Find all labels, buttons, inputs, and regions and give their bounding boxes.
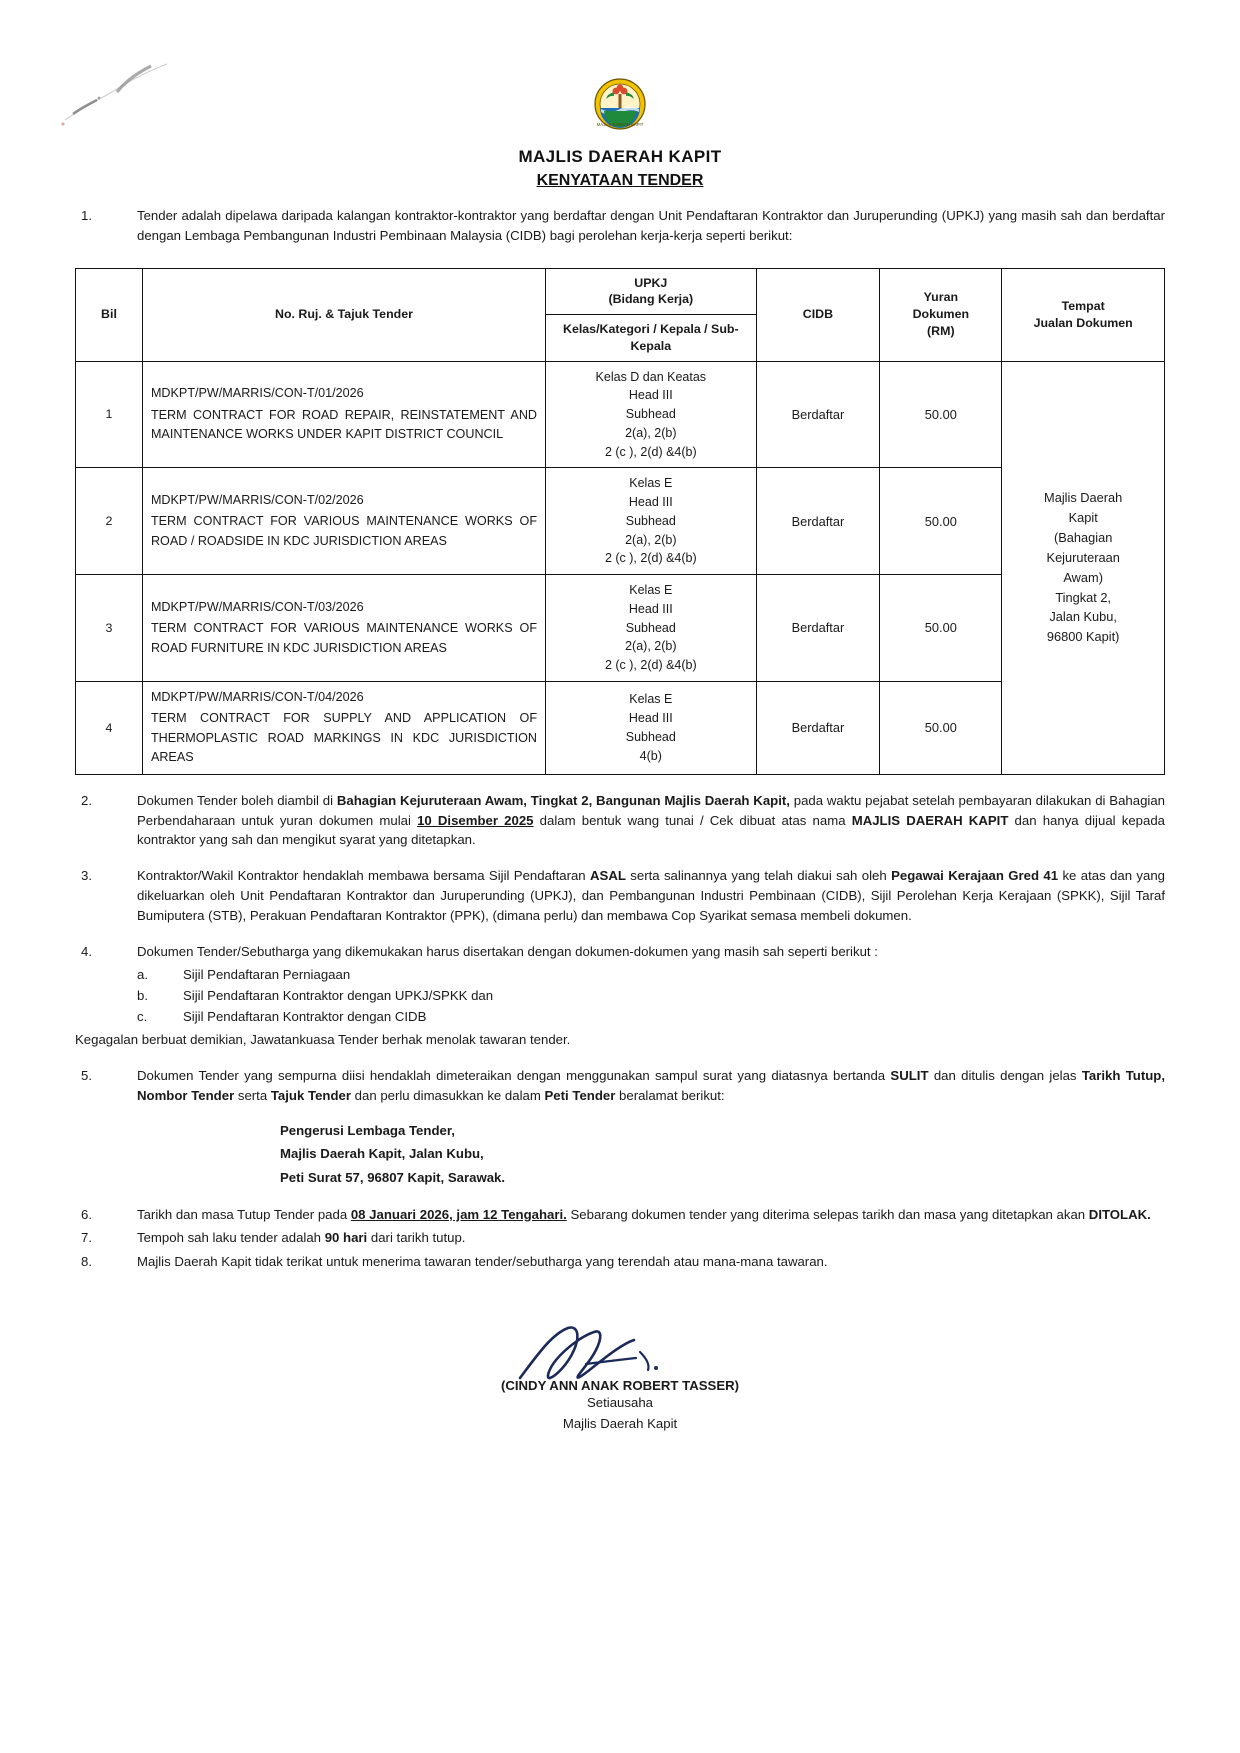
clause-2-part3: dalam bentuk wang tunai / Cek dibuat atas nama <box>533 812 852 828</box>
row-4-bil: 4 <box>76 681 143 774</box>
tempat-line8: 96800 Kapit) <box>1046 629 1120 645</box>
clause-2-part1: Dokumen Tender boleh diambil di <box>137 792 337 808</box>
page-title: MAJLIS DAERAH KAPIT <box>518 147 722 166</box>
row-2-upkj-line4: 2(a), 2(b) <box>625 532 677 547</box>
row-3-bil: 3 <box>76 575 143 682</box>
row-2-title: TERM CONTRACT FOR VARIOUS MAINTENANCE WORKS OF ROAD / ROADSIDE IN KDC JURISDICTION AREAS <box>150 514 538 548</box>
row-2-tajuk <box>142 468 545 575</box>
clause-5-part3: serta <box>234 1087 271 1103</box>
header-bil: Bil <box>76 268 143 361</box>
clause-3-text <box>137 868 1165 923</box>
list-item-label: Sijil Pendaftaran Perniagaan <box>183 967 351 983</box>
tempat-line3: (Bahagian <box>1054 530 1113 546</box>
list-item <box>137 986 1165 1007</box>
row-2-upkj-line3: Subhead <box>625 513 676 528</box>
row-3-upkj-line4: 2(a), 2(b) <box>625 639 677 654</box>
clause-3-part2: serta salinannya yang telah diakui sah oleh <box>625 868 892 884</box>
list-item-marker: c. <box>137 1009 148 1025</box>
clause-1-text: Tender adalah dipelawa daripada kalangan kontraktor-kontraktor yang berdaftar dengan Unit Pendaftaran Kontraktor dan Juruperunding (UPKJ) yang masih sah dan berdaftar dengan Lembaga Pembangunan Industri Pembinaan Malaysia (CIDB) bagi perolehan kerja-kerja seperti berikut: <box>137 208 1165 243</box>
clause-5-bold1: SULIT <box>890 1067 929 1083</box>
tempat-line1: Majlis Daerah <box>1044 490 1123 506</box>
tempat-line6: Tingkat 2, <box>1055 589 1112 605</box>
clause-4-footer: Kegagalan berbuat demikian, Jawatankuasa Tender berhak menolak tawaran tender. <box>75 1032 571 1047</box>
clause-3-number: 3. <box>81 868 92 884</box>
row-3-yuran: 50.00 <box>880 575 1002 682</box>
signatory-org: Majlis Daerah Kapit <box>562 1415 678 1431</box>
list-item <box>137 965 1165 986</box>
row-4-title: TERM CONTRACT FOR SUPPLY AND APPLICATION OF THERMOPLASTIC ROAD MARKINGS IN KDC JURISDICTION AREAS <box>150 711 538 765</box>
clause-3-bold2: Pegawai Kerajaan Gred 41 <box>891 868 1059 884</box>
clause-2-part2: pada waktu pejabat setelah pembayaran dilakukan di Bahagian Perbendaharaan untuk yuran dokumen mulai <box>137 792 1165 828</box>
row-2-ref: MDKPT/PW/MARRIS/CON-T/02/2026 <box>150 492 364 507</box>
clause-4-number: 4. <box>81 943 92 959</box>
address-line-2: Majlis Daerah Kapit, Jalan Kubu, <box>280 1146 484 1162</box>
clause-6-deadline: 08 Januari 2026, jam 12 Tengahari. <box>350 1206 567 1222</box>
tender-table <box>75 268 1165 775</box>
clause-5-bold3: Tajuk Tender <box>270 1087 351 1103</box>
row-1-cidb: Berdaftar <box>756 361 880 468</box>
row-4-upkj <box>546 681 757 774</box>
tempat-line2: Kapit <box>1068 510 1098 526</box>
row-4-upkj-line1: Kelas E <box>629 692 673 707</box>
clause-7 <box>75 1228 1165 1248</box>
tempat-line5: Awam) <box>1063 569 1103 585</box>
row-2-upkj <box>546 468 757 575</box>
council-crest-icon <box>594 78 646 130</box>
row-3-upkj-line1: Kelas E <box>629 583 673 598</box>
address-line-3: Peti Surat 57, 96807 Kapit, Sarawak. <box>280 1169 506 1185</box>
signature-block <box>75 1320 1165 1434</box>
header-upkj-line1: UPKJ <box>634 275 668 290</box>
row-2-upkj-line5: 2 (c ), 2(d) &4(b) <box>604 551 697 566</box>
header-upkj-line3: Kelas/Kategori / Kepala / Sub-Kepala <box>546 315 757 361</box>
clause-1-number: 1. <box>81 208 92 223</box>
row-3-upkj <box>546 575 757 682</box>
row-1-upkj-line1: Kelas D dan Keatas <box>595 369 707 384</box>
row-1-ref: MDKPT/PW/MARRIS/CON-T/01/2026 <box>150 386 364 401</box>
clause-5-part4: dan perlu dimasukkan ke dalam <box>350 1087 545 1103</box>
table-row <box>76 468 1165 575</box>
clause-5-bold4: Peti Tender <box>544 1087 616 1103</box>
clause-5-part1: Dokumen Tender yang sempurna diisi hendaklah dimeteraikan dengan menggunakan sampul surat yang diatasnya bertanda <box>137 1067 891 1083</box>
list-item-marker: b. <box>137 988 148 1004</box>
address-line-1: Pengerusi Lembaga Tender, <box>280 1123 455 1139</box>
row-1-yuran: 50.00 <box>880 361 1002 468</box>
row-3-upkj-line2: Head III <box>628 601 673 616</box>
header-yuran-line1: Yuran <box>923 290 959 305</box>
clause-6 <box>75 1205 1165 1225</box>
handwritten-signature <box>75 1320 1165 1382</box>
row-1-upkj <box>546 361 757 468</box>
header-tajuk: No. Ruj. & Tajuk Tender <box>142 268 545 361</box>
clause-7-text <box>137 1230 465 1245</box>
clause-5-part2: dan ditulis dengan jelas <box>928 1067 1082 1083</box>
row-1-upkj-line4: 2(a), 2(b) <box>625 425 677 440</box>
header-yuran-line2: Dokumen <box>912 307 970 322</box>
row-4-upkj-line3: Subhead <box>625 729 676 744</box>
header-yuran-line3: (RM) <box>927 323 955 338</box>
row-2-bil: 2 <box>76 468 143 575</box>
row-1-title: TERM CONTRACT FOR ROAD REPAIR, REINSTATEMENT AND MAINTENANCE WORKS UNDER KAPIT DISTRICT COUNCIL <box>150 407 538 442</box>
logo-container <box>75 78 1165 135</box>
list-item-marker: a. <box>137 967 148 983</box>
row-1-upkj-line5: 2 (c ), 2(d) &4(b) <box>604 444 697 459</box>
table-row <box>76 575 1165 682</box>
header-upkj-line2: (Bidang Kerja) <box>608 292 694 307</box>
clause-2-part4: dan hanya dijual kepada kontraktor yang sah dan mengikut syarat yang ditetapkan. <box>137 812 1166 848</box>
row-3-cidb: Berdaftar <box>756 575 880 682</box>
row-1-bil: 1 <box>76 361 143 468</box>
clause-5 <box>75 1066 1165 1106</box>
row-3-title: TERM CONTRACT FOR VARIOUS MAINTENANCE WORKS OF ROAD FURNITURE IN KDC JURISDICTION AREAS <box>150 621 538 655</box>
clause-3-part1: Kontraktor/Wakil Kontraktor hendaklah membawa bersama Sijil Pendaftaran <box>137 868 591 884</box>
clause-2-date: 10 Disember 2025 <box>417 812 534 828</box>
row-2-upkj-line1: Kelas E <box>629 476 673 491</box>
list-item <box>137 1007 1165 1028</box>
clause-1 <box>75 206 1165 246</box>
header-upkj <box>546 268 757 314</box>
clause-4-list <box>75 965 1165 1028</box>
clause-5-part5: beralamat berikut: <box>615 1087 725 1103</box>
clause-6-bold1: DITOLAK. <box>1088 1206 1151 1222</box>
clause-7-part1: Tempoh sah laku tender adalah <box>137 1230 325 1246</box>
clause-5-text <box>137 1068 1165 1103</box>
clause-3-bold1: ASAL <box>590 868 626 884</box>
clause-2-bold1: Bahagian Kejuruteraan Awam, Tingkat 2, Bangunan Majlis Daerah Kapit, <box>336 792 790 808</box>
header-tempat-line1: Tempat <box>1061 298 1105 313</box>
tempat-line4: Kejuruteraan <box>1046 549 1120 565</box>
row-4-tajuk <box>142 681 545 774</box>
page-subtitle: KENYATAAN TENDER <box>536 172 704 189</box>
clause-2-text <box>137 793 1165 848</box>
tempat-jualan-cell <box>1002 361 1165 774</box>
row-3-upkj-line5: 2 (c ), 2(d) &4(b) <box>604 658 697 673</box>
clause-6-text <box>137 1207 1151 1222</box>
clause-8-text: Majlis Daerah Kapit tidak terikat untuk menerima tawaran tender/sebutharga yang terendah atau mana-mana tawaran. <box>137 1254 828 1270</box>
clause-4 <box>75 942 1165 962</box>
row-3-tajuk <box>142 575 545 682</box>
clause-5-number: 5. <box>81 1067 92 1083</box>
signatory-name: (CINDY ANN ANAK ROBERT TASSER) <box>500 1378 740 1394</box>
table-header-row <box>76 268 1165 314</box>
header-cidb: CIDB <box>756 268 880 361</box>
clause-2-bold2: MAJLIS DAERAH KAPIT <box>851 812 1009 828</box>
clause-3 <box>75 866 1165 925</box>
header-tempat-line2: Jualan Dokumen <box>1033 315 1133 330</box>
tempat-line7: Jalan Kubu, <box>1049 609 1117 625</box>
row-1-tajuk <box>142 361 545 468</box>
clause-2 <box>75 791 1165 850</box>
list-item-label: Sijil Pendaftaran Kontraktor dengan CIDB <box>183 1009 427 1025</box>
row-4-ref: MDKPT/PW/MARRIS/CON-T/04/2026 <box>150 689 364 704</box>
row-1-upkj-line3: Subhead <box>625 407 676 422</box>
clause-6-part2: Sebarang dokumen tender yang diterima selepas tarikh dan masa yang ditetapkan akan <box>566 1206 1089 1222</box>
svg-text:MAJLIS DAERAH KAPIT: MAJLIS DAERAH KAPIT <box>596 122 644 127</box>
header-tempat <box>1002 268 1165 361</box>
clause-7-bold1: 90 hari <box>324 1230 368 1246</box>
row-3-upkj-line3: Subhead <box>625 620 676 635</box>
clause-7-part2: dari tarikh tutup. <box>367 1230 466 1246</box>
clause-2-number: 2. <box>81 792 92 808</box>
clause-8 <box>75 1252 1165 1272</box>
clause-5-bold2: Tarikh Tutup, Nombor Tender <box>137 1067 1166 1103</box>
row-1-upkj-line2: Head III <box>628 388 673 403</box>
clause-4-text: Dokumen Tender/Sebutharga yang dikemukakan harus disertakan dengan dokumen-dokumen yang masih sah seperti berikut : <box>137 943 878 959</box>
clause-8-number: 8. <box>81 1254 92 1270</box>
tender-box-address <box>75 1119 1165 1188</box>
row-2-upkj-line2: Head III <box>628 495 673 510</box>
row-4-cidb: Berdaftar <box>756 681 880 774</box>
row-4-upkj-line2: Head III <box>628 711 673 726</box>
row-2-cidb: Berdaftar <box>756 468 880 575</box>
list-item-label: Sijil Pendaftaran Kontraktor dengan UPKJ/SPKK dan <box>183 988 494 1004</box>
table-row <box>76 681 1165 774</box>
clause-3-part3: ke atas dan yang dikeluarkan oleh Unit Pendaftaran Kontraktor dan Juruperunding (UPKJ), dan Pembangunan Industri Pembinaan (CIDB), Sijil Perolehan Kerja Kerajaan (SPKK), Sijil Taraf Bumiputera (STB), Perakuan Pendaftaran Kontraktor (PPK), (dimana perlu) dan membawa Cop Syarikat semasa membeli dokumen. <box>137 868 1166 923</box>
clause-6-part1: Tarikh dan masa Tutup Tender pada <box>137 1206 351 1222</box>
clause-6-number: 6. <box>81 1206 92 1222</box>
row-3-ref: MDKPT/PW/MARRIS/CON-T/03/2026 <box>150 599 364 614</box>
row-4-upkj-line4: 4(b) <box>639 748 662 763</box>
clause-7-number: 7. <box>81 1230 92 1246</box>
table-row <box>76 361 1165 468</box>
signatory-role: Setiausaha <box>587 1395 653 1411</box>
row-4-yuran: 50.00 <box>880 681 1002 774</box>
row-2-yuran: 50.00 <box>880 468 1002 575</box>
header-yuran <box>880 268 1002 361</box>
